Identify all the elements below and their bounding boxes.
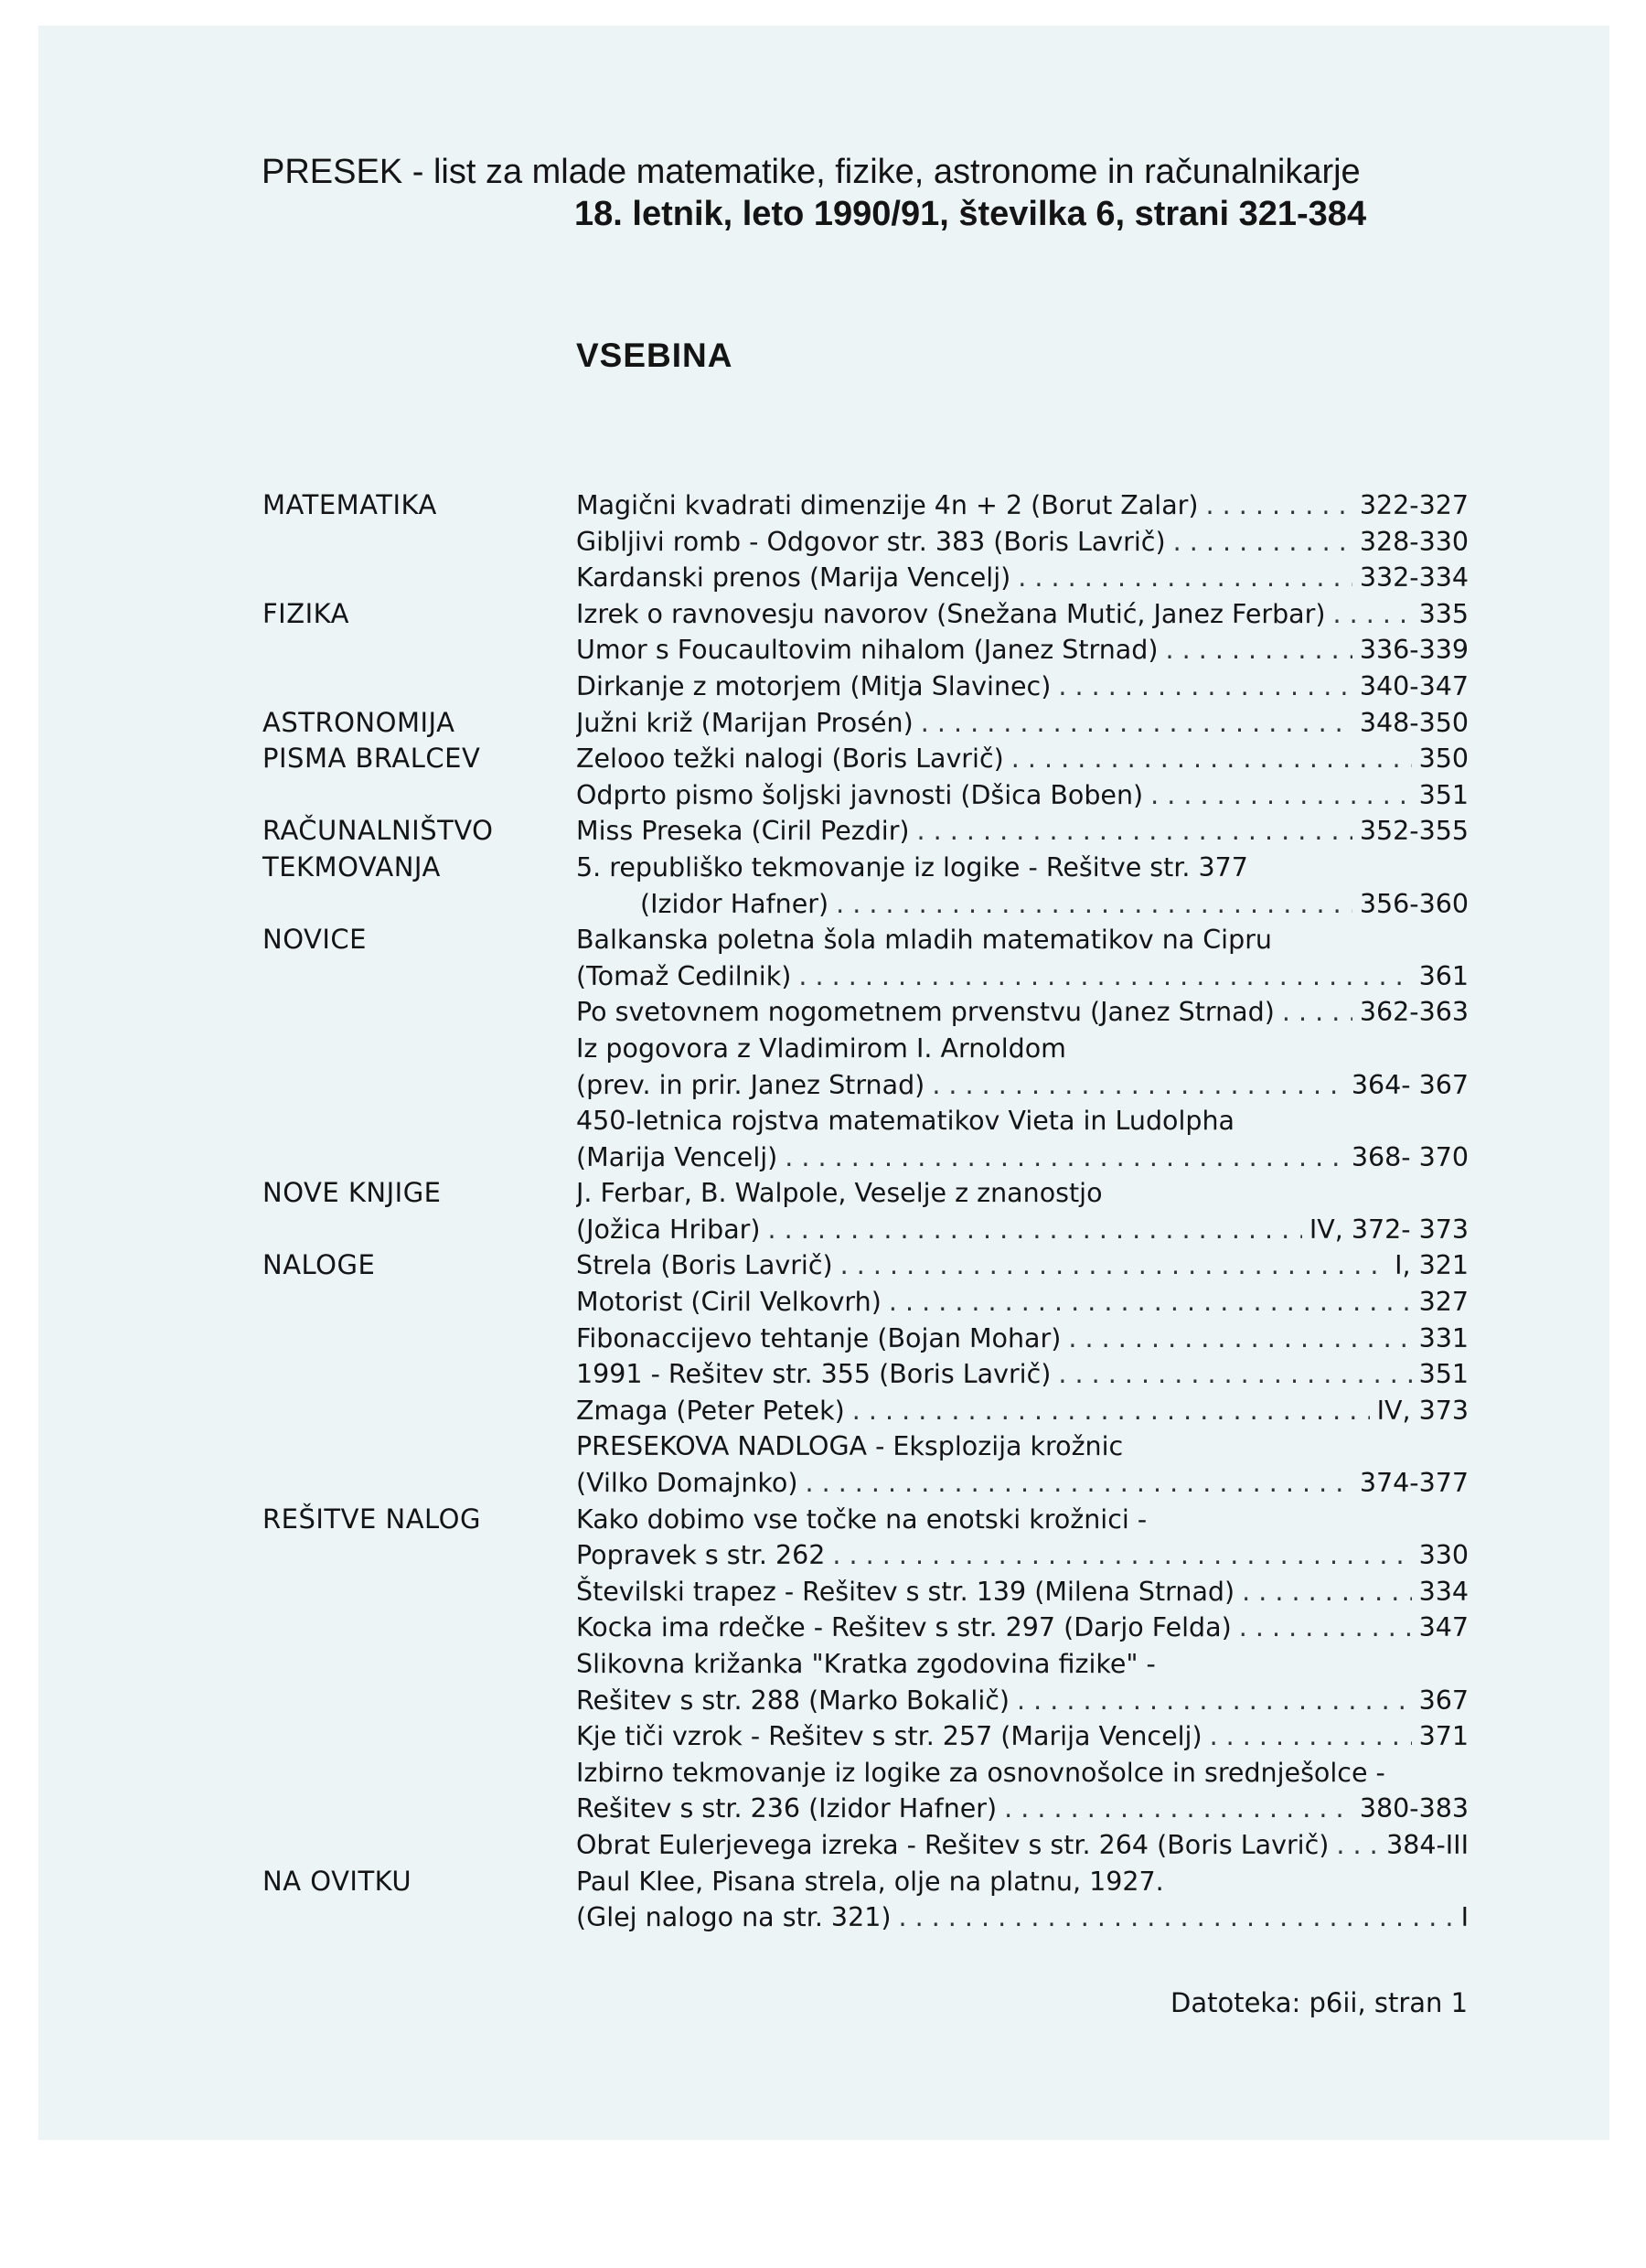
entry-page: 330 [1418,1540,1469,1571]
entry-page: 322-327 [1359,490,1469,520]
toc-entry [576,1428,1469,1465]
dot-leader [1210,1718,1412,1755]
section-entries [576,596,1469,705]
section-category: FIZIKA [262,597,349,629]
entry-title: Kako dobimo vse točke na enotski krožnici - [576,1503,1148,1535]
toc-entry [576,1899,1469,1936]
toc-entry [576,560,1469,596]
entry-page: 350 [1418,744,1469,775]
entry-title: Slikovna križanka "Kratka zgodovina fizike" - [576,1649,1156,1679]
section-entries [576,850,1469,922]
dot-leader [1239,1610,1412,1646]
toc-entry [576,524,1469,561]
section-category: NA OVITKU [262,1865,412,1897]
entry-page: 362-363 [1359,997,1469,1028]
toc-entry [576,1683,1469,1719]
toc-section [262,850,1470,922]
entry-page: 332-334 [1359,562,1469,594]
entry-title: Zmaga (Peter Petek) [576,1395,845,1426]
toc-entry [576,705,1469,742]
table-of-contents [262,487,1470,1936]
toc-section [262,705,1470,742]
toc-entry [576,1067,1469,1104]
entry-page: 351 [1418,1359,1469,1390]
dot-leader [852,1393,1370,1429]
entry-title: Južni križ (Marijan Prosén) [576,707,914,738]
toc-entry [576,1175,1469,1212]
section-category: NOVICE [262,924,367,956]
entry-page: 380-383 [1359,1793,1469,1824]
entry-page: 348-350 [1359,707,1469,738]
toc-entry [576,1103,1469,1139]
dot-leader [1242,1574,1411,1610]
entry-title: (prev. in prir. Janez Strnad) [576,1069,925,1100]
section-category: PISMA BRALCEV [262,743,481,775]
entry-page: 374-377 [1359,1468,1469,1499]
entry-title: PRESEKOVA NADLOGA - Eksplozija krožnic [576,1431,1124,1462]
entry-page: 364- 367 [1351,1069,1469,1100]
entry-title: (Izidor Hafner) [640,888,829,919]
toc-entry [576,1502,1469,1538]
toc-entry [576,1393,1469,1429]
dot-leader [917,813,1352,850]
toc-entry [576,487,1469,524]
toc-entry [576,1284,1469,1321]
section-category: NOVE KNJIGE [262,1177,442,1209]
toc-section [262,1864,1470,1936]
toc-entry [576,1646,1469,1683]
toc-entry [576,669,1469,705]
dot-leader [1004,1791,1352,1827]
dot-leader [921,705,1352,742]
entry-page: 356-360 [1359,888,1469,919]
dot-leader [785,1139,1344,1176]
dot-leader [805,1465,1352,1502]
dot-leader [1068,1321,1411,1357]
entry-title: (Glej nalogo na str. 321) [576,1902,892,1933]
dot-leader [836,886,1352,923]
section-category: MATEMATIKA [262,489,437,520]
entry-title: Dirkanje z motorjem (Mitja Slavinec) [576,670,1052,701]
entry-page: 351 [1418,779,1469,810]
toc-entry [576,1356,1469,1393]
entry-page: 352-355 [1359,816,1469,847]
masthead [262,151,1469,235]
entry-title: Gibljivi romb - Odgovor str. 383 (Boris Lavrič) [576,526,1166,557]
entry-title: (Jožica Hribar) [576,1214,761,1245]
toc-section [262,596,1470,705]
entry-title: Številski trapez - Rešitev s str. 139 (Milena Strnad) [576,1576,1235,1607]
entry-title: Po svetovnem nogometnem prvenstvu (Janez Strnad) [576,997,1275,1028]
entry-title: Motorist (Ciril Velkovrh) [576,1287,882,1318]
entry-title: Rešitev s str. 288 (Marko Bokalič) [576,1685,1010,1716]
dot-leader [832,1537,1411,1574]
dot-leader [1058,669,1352,705]
toc-entry [576,1212,1469,1248]
toc-entry [576,1537,1469,1574]
toc-section [262,1247,1470,1501]
entry-page: 327 [1418,1287,1469,1318]
toc-entry [576,1465,1469,1502]
dot-leader [889,1284,1412,1321]
toc-entry [576,1827,1469,1864]
dot-leader [1206,487,1352,524]
toc-entry [576,1755,1469,1792]
entry-title: Zelooo težki nalogi (Boris Lavrič) [576,744,1004,775]
entry-title: Iz pogovora z Vladimirom I. Arnoldom [576,1032,1066,1064]
entry-title: Strela (Boris Lavrič) [576,1250,833,1281]
entry-title: (Tomaž Cedilnik) [576,960,792,991]
toc-entry [576,777,1469,814]
entry-title: 1991 - Rešitev str. 355 (Boris Lavrič) [576,1359,1052,1390]
section-category: RAČUNALNIŠTVO [262,815,494,847]
entry-page: IV, 372- 373 [1309,1214,1469,1245]
entry-page: 361 [1418,960,1469,991]
toc-entry [576,886,1469,923]
entry-title: Paul Klee, Pisana strela, olje na platnu, 1927. [576,1866,1164,1897]
entry-page: 336-339 [1359,635,1469,666]
toc-entry [576,1864,1469,1900]
entry-page: 328-330 [1359,526,1469,557]
entry-page: 368- 370 [1351,1141,1469,1172]
section-entries [576,741,1469,813]
entry-title: Umor s Foucaultovim nihalom (Janez Strnad) [576,635,1159,666]
toc-section [262,922,1470,1175]
toc-entry [576,958,1469,995]
toc-section [262,741,1470,813]
toc-entry [576,1031,1469,1067]
dot-leader [1165,632,1352,669]
entry-page: 334 [1418,1576,1469,1607]
toc-section [262,813,1470,850]
masthead-line-2: 18. letnik, leto 1990/91, številka 6, strani 321-384 [574,195,1367,233]
entry-title: Izbirno tekmovanje iz logike za osnovnošolce in srednješolce - [576,1757,1385,1788]
entry-title: Obrat Eulerjevega izreka - Rešitev s str. 264 (Boris Lavrič) [576,1829,1330,1860]
dot-leader [1173,524,1352,561]
dot-leader [1282,994,1352,1031]
toc-entry [576,1247,1469,1284]
section-entries [576,1247,1469,1501]
toc-entry [576,632,1469,669]
entry-page: I [1460,1902,1469,1933]
dot-leader [768,1212,1302,1248]
file-footer: Datoteka: p6ii, stran 1 [1170,1987,1469,2018]
toc-entry [576,741,1469,777]
section-category: REŠITVE NALOG [262,1503,481,1535]
toc-section [262,1502,1470,1864]
entry-title: Kardanski prenos (Marija Vencelj) [576,562,1011,594]
section-category: NALOGE [262,1249,376,1281]
dot-leader [1333,596,1412,633]
section-entries [576,1175,1469,1247]
toc-entry [576,850,1469,886]
entry-title: Fibonaccijevo tehtanje (Bojan Mohar) [576,1322,1062,1353]
dot-leader [1336,1827,1379,1864]
entry-title: (Vilko Domajnko) [576,1468,798,1499]
entry-page: I, 321 [1395,1250,1469,1281]
toc-entry [576,1718,1469,1755]
toc-entry [576,1610,1469,1646]
section-entries [576,1502,1469,1864]
entry-title: Magični kvadrati dimenzije 4n + 2 (Borut Zalar) [576,490,1199,520]
toc-section [262,487,1470,596]
toc-section [262,1175,1470,1247]
dot-leader [1011,741,1412,777]
entry-page: 371 [1418,1721,1469,1752]
contents-title: VSEBINA [576,337,733,374]
entry-page: 335 [1418,598,1469,629]
entry-page: IV, 373 [1376,1395,1469,1426]
section-entries [576,922,1469,1175]
dot-leader [798,958,1411,995]
entry-title: Balkanska poletna šola mladih matematikov na Cipru [576,925,1272,956]
entry-title: Odprto pismo šoljski javnosti (Dšica Boben) [576,779,1144,810]
toc-entry [576,1574,1469,1610]
section-entries [576,1864,1469,1936]
masthead-line-1: PRESEK - list za mlade matematike, fizike, astronome in računalnikarje [262,153,1361,191]
toc-entry [576,922,1469,958]
entry-title: Kocka ima rdečke - Rešitev s str. 297 (Darjo Felda) [576,1612,1232,1643]
dot-leader [932,1067,1344,1104]
dot-leader [1018,560,1352,596]
toc-entry [576,1791,1469,1827]
section-category: TEKMOVANJA [262,850,441,883]
entry-page: 384-III [1386,1829,1469,1860]
toc-entry [576,1321,1469,1357]
entry-title: 450-letnica rojstva matematikov Vieta in Ludolpha [576,1106,1235,1137]
entry-title: J. Ferbar, B. Walpole, Veselje z znanostjo [576,1178,1103,1209]
entry-title: 5. republiško tekmovanje iz logike - Rešitve str. 377 [576,851,1248,883]
entry-title: Rešitev s str. 236 (Izidor Hafner) [576,1793,998,1824]
section-category: ASTRONOMIJA [262,706,455,738]
entry-page: 331 [1418,1322,1469,1353]
entry-page: 340-347 [1359,670,1469,701]
entry-page: 347 [1418,1612,1469,1643]
toc-entry [576,813,1469,850]
section-entries [576,813,1469,850]
entry-title: Miss Preseka (Ciril Pezdir) [576,816,910,847]
section-entries [576,705,1469,742]
dot-leader [1150,777,1411,814]
entry-title: Kje tiči vzrok - Rešitev s str. 257 (Marija Vencelj) [576,1721,1202,1752]
section-entries [576,487,1469,596]
entry-title: (Marija Vencelj) [576,1141,778,1172]
toc-entry [576,1139,1469,1176]
toc-entry [576,994,1469,1031]
toc-entry [576,596,1469,633]
dot-leader [898,1899,1453,1936]
dot-leader [1058,1356,1411,1393]
entry-title: Popravek s str. 262 [576,1540,826,1571]
dot-leader [840,1247,1387,1284]
dot-leader [1017,1683,1412,1719]
entry-page: 367 [1418,1685,1469,1716]
entry-title: Izrek o ravnovesju navorov (Snežana Mutić, Janez Ferbar) [576,598,1326,629]
